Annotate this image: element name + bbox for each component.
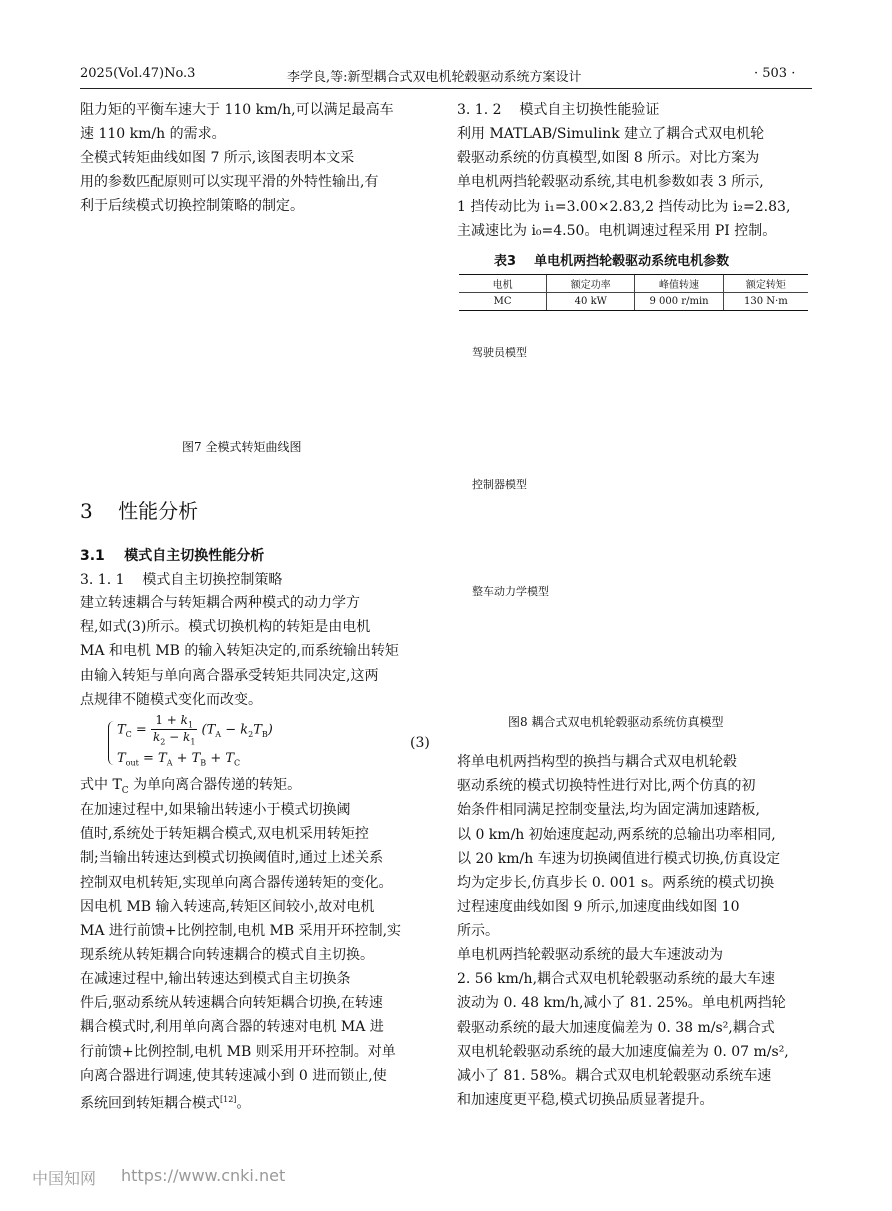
paragraph-eq-note: 式中 $T_C$ 为单向离合器传递的转矩。 bbox=[80, 777, 302, 796]
table-header-cell: 电机 bbox=[459, 275, 547, 293]
paragraph-deceleration: 在减速过程中,输出转速达到模式自主切换条 件后,驱动系统从转速耦合向转矩耦合切换,在转速 耦合模式时,利用单向离合器的转速对电机 MA 进 行前馈+比例控制,电机 MB 则采用开环控制。对单 向离合器进行调速,使其转速减小到 0 进而锁止,使 系统回到转矩耦合模式[12]。 bbox=[80, 971, 396, 1112]
table-row bbox=[459, 293, 808, 311]
table-header-cell: 额定转矩 bbox=[723, 275, 808, 293]
fig8-label-vehicle-dynamics-model: 整车动力学模型 bbox=[472, 585, 549, 598]
paragraph-results: 单电机两挡轮毂驱动系统的最大车速波动为 2. 56 km/h,耦合式双电机轮毂驱动系统的最大车速 波动为 0. 48 km/h,减小了 81. 25%。单电机两挡轮 毂驱动系统的最大加速度偏差为 0. 38 m/s²,耦合式 双电机轮毂驱动系统的最大加速度偏差为 0. 07 m/s², 减小了 81. 58%。耦合式双电机轮毂驱动系统车速 和加速度更平稳,模式切换品质显著提升。 bbox=[457, 947, 789, 1109]
equation-line-2: $T_{out} = T_A + T_B + T_C$ bbox=[117, 751, 241, 768]
cnki-url: https://www.cnki.net bbox=[121, 1166, 286, 1185]
table-3 bbox=[459, 274, 808, 311]
figure-8-caption: 图8 耦合式双电机轮毂驱动系统仿真模型 bbox=[508, 715, 724, 729]
cnki-logo-text: 中国知网 bbox=[32, 1169, 97, 1188]
paragraph-continued: 阻力矩的平衡车速大于 110 km/h,可以满足最高车 速 110 km/h 的需求。 bbox=[80, 102, 394, 143]
equation-brace bbox=[108, 721, 115, 765]
paragraph-simulink-model: 利用 MATLAB/Simulink 建立了耦合式双电机轮 毂驱动系统的仿真模型,如图 8 所示。对比方案为 单电机两挡轮毂驱动系统,其电机参数如表 3 所示, 1 挡传动比为 i₁=3.00×2.83,2 挡传动比为 i₂=2.83, 主减速比为 i₀=4.50。电机调速过程采用 PI 控制。 bbox=[457, 126, 791, 239]
figure-7-caption: 图7 全模式转矩曲线图 bbox=[182, 440, 302, 454]
header-rule bbox=[80, 88, 812, 89]
paragraph-comparison-setup: 将单电机两挡构型的换挡与耦合式双电机轮毂 驱动系统的模式切换特性进行对比,两个仿真的初 始条件相同满足控制变量法,均为固定满加速踏板, 以 0 km/h 初始速度起动,两系统的总输出功率相同, 以 20 km/h 车速为切换阈值进行模式切换,仿真设定 均为定步长,仿真步长 0. 001 s。两系统的模式切换 过程速度曲线如图 9 所示,加速度曲线如图 10 所示。 bbox=[457, 754, 781, 940]
section-3-1-heading: 3.1 模式自主切换性能分析 bbox=[80, 548, 265, 564]
fig8-label-controller-model: 控制器模型 bbox=[472, 478, 527, 491]
equation-number: (3) bbox=[410, 735, 430, 751]
table-header-row bbox=[459, 275, 808, 293]
table-cell: 9 000 r/min bbox=[635, 293, 723, 311]
paragraph-dynamics: 建立转速耦合与转矩耦合两种模式的动力学方 程,如式(3)所示。模式切换机构的转矩是由电机 MA 和电机 MB 的输入转矩决定的,而系统输出转矩 由输入转矩与单向离合器承受转矩共同决定,这两 点规律不随模式变化而改变。 bbox=[80, 595, 399, 708]
table-cell: 40 kW bbox=[547, 293, 635, 311]
paragraph-fig7-intro: 全模式转矩曲线如图 7 所示,该图表明本文采 用的参数匹配原则可以实现平滑的外特性输出,有 利于后续模式切换控制策略的制定。 bbox=[80, 150, 379, 215]
table-3-title: 表3 单电机两挡轮毂驱动系统电机参数 bbox=[494, 254, 730, 269]
table-cell: MC bbox=[459, 293, 547, 311]
table-header-cell: 峰值转速 bbox=[635, 275, 723, 293]
section-3-heading: 3 性能分析 bbox=[80, 499, 199, 523]
figure-7-area bbox=[80, 220, 436, 430]
fig8-label-driver-model: 驾驶员模型 bbox=[472, 346, 527, 359]
section-3-1-1-heading: 3. 1. 1 模式自主切换控制策略 bbox=[80, 572, 283, 588]
table-cell: 130 N·m bbox=[723, 293, 808, 311]
header-page-number: · 503 · bbox=[754, 66, 796, 81]
section-3-1-2-heading: 3. 1. 2 模式自主切换性能验证 bbox=[457, 102, 660, 118]
header-article-title: 李学良,等:新型耦合式双电机轮毂驱动系统方案设计 bbox=[287, 70, 582, 85]
table-header-cell: 额定功率 bbox=[547, 275, 635, 293]
header-journal-info: 2025(Vol.47)No.3 bbox=[80, 66, 196, 81]
equation-line-1: $T_C$ = $\frac{1 + k_1}{k_2 - k_1}$ $(T_A - k_2T_B)$ bbox=[117, 713, 273, 747]
paragraph-acceleration: 在加速过程中,如果输出转速小于模式切换阈 值时,系统处于转矩耦合模式,双电机采用转矩控 制;当输出转速达到模式切换阈值时,通过上述关系 控制双电机转矩,实现单向离合器传递转矩的变化。 因电机 MB 输入转速高,转矩区间较小,故对电机 MA 进行前馈+比例控制,电机 MB 采用开环控制,实 现系统从转矩耦合向转速耦合的模式自主切换。 bbox=[80, 802, 402, 964]
